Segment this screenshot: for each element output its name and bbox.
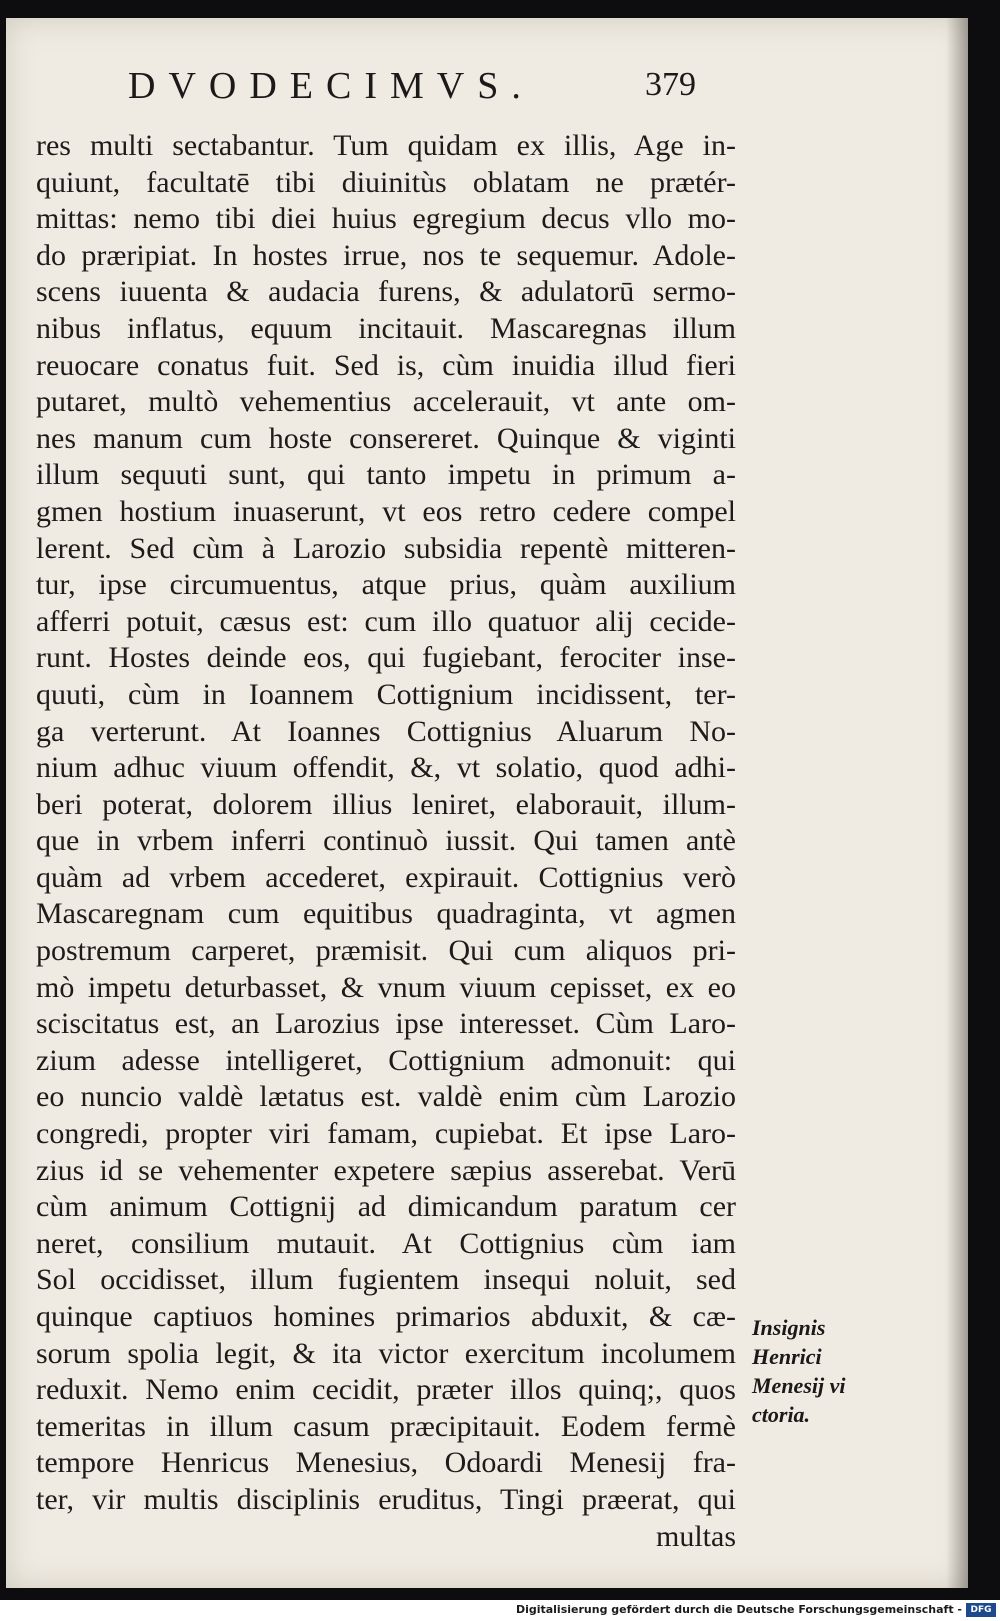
text-line: nium adhuc viuum offendit, &, vt solatio, quod adhi-	[36, 751, 736, 785]
text-line: cùm animum Cottignij ad dimicandum paratum cer	[36, 1190, 736, 1224]
text-line: ter, vir multis disciplinis eruditus, Tingi præerat, qui	[36, 1482, 736, 1516]
marginal-note	[752, 1313, 852, 1429]
text-line: reduxit. Nemo enim cecidit, præter illos quinq;, quos	[36, 1373, 736, 1407]
text-line: tur, ipse circumuentus, atque prius, quàm auxilium	[36, 568, 736, 602]
text-line: sciscitatus est, an Larozius ipse interesset. Cùm Laro-	[36, 1007, 736, 1041]
text-line: quàm ad vrbem accederet, expirauit. Cottignius verò	[36, 860, 736, 894]
text-line: ga verterunt. At Ioannes Cottignius Aluarum No-	[36, 714, 736, 748]
marginal-note-line: Menesij vi	[752, 1373, 846, 1398]
text-line: neret, consilium mutauit. At Cottignius cùm iam	[36, 1226, 736, 1260]
text-line: tempore Henricus Menesius, Odoardi Menesij fra-	[36, 1446, 736, 1480]
text-line: Sol occidisset, illum fugientem insequi noluit, sed	[36, 1263, 736, 1297]
text-line: que in vrbem inferri continuò iussit. Qui tamen antè	[36, 824, 736, 858]
text-line: putaret, multò vehementius accelerauit, vt ante om-	[36, 385, 736, 419]
text-line: quiunt, facultatē tibi diuinitùs oblatam ne prætér-	[36, 165, 736, 199]
text-line: reuocare conatus fuit. Sed is, cùm inuidia illud fieri	[36, 348, 736, 382]
text-line: temeritas in illum casum præcipitauit. Eodem fermè	[36, 1409, 736, 1443]
footer	[0, 1600, 1000, 1621]
text-line: afferri potuit, cæsus est: cum illo quatuor alij cecide-	[36, 604, 736, 638]
text-line: quinque captiuos homines primarios abduxit, & cæ-	[36, 1300, 736, 1333]
running-head-title: DVODECIMVS.	[128, 65, 534, 107]
marginal-note-line: ctoria.	[752, 1402, 811, 1427]
running-head	[6, 64, 968, 124]
text-line: beri poterat, dolorem illius leniret, elaborauit, illum-	[36, 787, 736, 821]
text-line: zium adesse intelligeret, Cottignium admonuit: qui	[36, 1043, 736, 1077]
text-line: zius id se vehementer expetere sæpius asserebat. Verū	[36, 1153, 736, 1187]
text-line: multas	[656, 1519, 736, 1553]
text-line: mittas: nemo tibi diei huius egregium decus vllo mo-	[36, 202, 736, 236]
text-line: res multi sectabantur. Tum quidam ex illis, Age in-	[36, 129, 736, 162]
text-line: mò impetu deturbasset, & vnum viuum cepisset, ex eo	[36, 970, 736, 1004]
text-line: nibus inflatus, equum incitauit. Mascaregnas illum	[36, 311, 736, 345]
text-line: postremum carperet, præmisit. Qui cum aliquos pri-	[36, 934, 736, 968]
marginal-note-line: Henrici	[752, 1344, 822, 1369]
text-line: runt. Hostes deinde eos, qui fugiebant, ferociter inse-	[36, 641, 736, 675]
text-line: do præripiat. In hostes irrue, nos te sequemur. Adole-	[36, 238, 736, 272]
digitization-credit: Digitalisierung gefördert durch die Deutsche Forschungsgemeinschaft -	[515, 1603, 962, 1616]
text-line: illum sequuti sunt, qui tanto impetu in primum a-	[36, 458, 736, 492]
text-line: nes manum cum hoste consereret. Quinque & viginti	[36, 421, 736, 455]
text-line: gmen hostium inuaserunt, vt eos retro cedere compel	[36, 494, 736, 528]
text-line: scens iuuenta & audacia furens, & adulatorū sermo-	[36, 275, 736, 309]
book-page	[6, 18, 968, 1588]
body-text	[36, 128, 736, 1555]
dfg-logo: DFG	[966, 1603, 996, 1617]
text-line: eo nuncio valdè lætatus est. valdè enim cùm Larozio	[36, 1080, 736, 1114]
text-line: sorum spolia legit, & ita victor exercitum incolumem	[36, 1336, 736, 1370]
text-line: congredi, propter viri famam, cupiebat. Et ipse Laro-	[36, 1117, 736, 1151]
text-line: quuti, cùm in Ioannem Cottignium incidissent, ter-	[36, 677, 736, 711]
text-line: lerent. Sed cùm à Larozio subsidia repentè mitteren-	[36, 531, 736, 565]
page-number: 379	[645, 66, 696, 103]
marginal-note-line: Insignis	[752, 1315, 826, 1340]
text-line: Mascaregnam cum equitibus quadraginta, vt agmen	[36, 897, 736, 931]
